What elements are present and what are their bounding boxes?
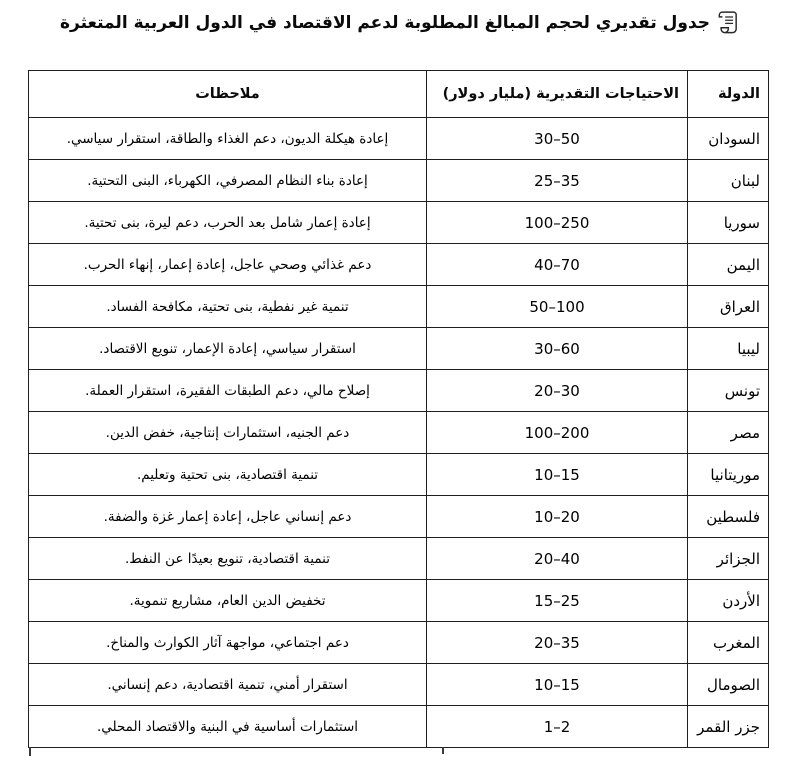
needs-range-value: 20–40 xyxy=(534,549,580,568)
notes-cell: استقرار أمني، تنمية اقتصادية، دعم إنساني. xyxy=(29,664,427,706)
needs-cell xyxy=(427,328,688,370)
country-cell: العراق xyxy=(688,286,769,328)
table-row xyxy=(29,328,769,370)
scroll-icon xyxy=(716,10,738,35)
notes-cell: إعادة بناء النظام المصرفي، الكهرباء، البنى التحتية. xyxy=(29,160,427,202)
needs-range-value: 15–25 xyxy=(534,591,580,610)
notes-cell: دعم إنساني عاجل، إعادة إعمار غزة والضفة. xyxy=(29,496,427,538)
needs-range-value: 40–70 xyxy=(534,255,580,274)
needs-cell xyxy=(427,286,688,328)
table-row xyxy=(29,496,769,538)
needs-table xyxy=(28,70,769,748)
table-row xyxy=(29,538,769,580)
needs-cell xyxy=(427,496,688,538)
notes-cell: دعم اجتماعي، مواجهة آثار الكوارث والمناخ. xyxy=(29,622,427,664)
needs-range-value: 25–35 xyxy=(534,171,580,190)
country-cell: جزر القمر xyxy=(688,706,769,748)
country-cell: مصر xyxy=(688,412,769,454)
notes-cell: إصلاح مالي، دعم الطبقات الفقيرة، استقرار العملة. xyxy=(29,370,427,412)
needs-cell xyxy=(427,160,688,202)
table-row xyxy=(29,370,769,412)
notes-cell: دعم غذائي وصحي عاجل، إعادة إعمار، إنهاء الحرب. xyxy=(29,244,427,286)
document-title: جدول تقديري لحجم المبالغ المطلوبة لدعم الاقتصاد في الدول العربية المتعثرة xyxy=(59,12,711,33)
table-header-row xyxy=(29,71,769,118)
country-cell: المغرب xyxy=(688,622,769,664)
needs-range-value: 20–35 xyxy=(534,633,580,652)
column-header-needs: الاحتياجات التقديرية (مليار دولار) xyxy=(427,71,688,118)
needs-cell xyxy=(427,370,688,412)
cutoff-row-border-left xyxy=(29,747,31,756)
needs-range-value: 20–30 xyxy=(534,381,580,400)
notes-cell: إعادة هيكلة الديون، دعم الغذاء والطاقة، استقرار سياسي. xyxy=(29,118,427,160)
table-row xyxy=(29,244,769,286)
country-cell: لبنان xyxy=(688,160,769,202)
needs-cell xyxy=(427,118,688,160)
table-row xyxy=(29,580,769,622)
country-cell: اليمن xyxy=(688,244,769,286)
needs-range-value: 50–100 xyxy=(529,297,585,316)
needs-cell xyxy=(427,538,688,580)
needs-cell xyxy=(427,580,688,622)
country-cell: سوريا xyxy=(688,202,769,244)
needs-range-value: 10–15 xyxy=(534,465,580,484)
notes-cell: إعادة إعمار شامل بعد الحرب، دعم ليرة، بنى تحتية. xyxy=(29,202,427,244)
notes-cell: تنمية اقتصادية، تنويع بعيدًا عن النفط. xyxy=(29,538,427,580)
needs-cell xyxy=(427,202,688,244)
notes-cell: استقرار سياسي، إعادة الإعمار، تنويع الاقتصاد. xyxy=(29,328,427,370)
country-cell: السودان xyxy=(688,118,769,160)
notes-cell: تنمية غير نفطية، بنى تحتية، مكافحة الفساد. xyxy=(29,286,427,328)
table-row xyxy=(29,202,769,244)
document-title-row xyxy=(0,10,798,35)
country-cell: موريتانيا xyxy=(688,454,769,496)
table-row xyxy=(29,664,769,706)
table-row xyxy=(29,160,769,202)
table-row xyxy=(29,706,769,748)
needs-range-value: 10–20 xyxy=(534,507,580,526)
cutoff-row-border-divider xyxy=(442,747,444,754)
needs-range-value: 10–15 xyxy=(534,675,580,694)
needs-range-value: 30–60 xyxy=(534,339,580,358)
needs-range-value: 100–200 xyxy=(524,423,590,442)
table-row xyxy=(29,454,769,496)
needs-range-value: 30–50 xyxy=(534,129,580,148)
needs-cell xyxy=(427,706,688,748)
needs-cell xyxy=(427,454,688,496)
notes-cell: دعم الجنيه، استثمارات إنتاجية، خفض الدين. xyxy=(29,412,427,454)
table-row xyxy=(29,286,769,328)
table-row xyxy=(29,622,769,664)
notes-cell: تخفيض الدين العام، مشاريع تنموية. xyxy=(29,580,427,622)
column-header-country: الدولة xyxy=(688,71,769,118)
country-cell: ليبيا xyxy=(688,328,769,370)
needs-cell xyxy=(427,664,688,706)
notes-cell: تنمية اقتصادية، بنى تحتية وتعليم. xyxy=(29,454,427,496)
needs-cell xyxy=(427,412,688,454)
country-cell: تونس xyxy=(688,370,769,412)
notes-cell: استثمارات أساسية في البنية والاقتصاد المحلي. xyxy=(29,706,427,748)
country-cell: فلسطين xyxy=(688,496,769,538)
country-cell: الأردن xyxy=(688,580,769,622)
country-cell: الصومال xyxy=(688,664,769,706)
needs-cell xyxy=(427,244,688,286)
table-row xyxy=(29,118,769,160)
needs-cell xyxy=(427,622,688,664)
needs-range-value: 1–2 xyxy=(543,717,571,736)
needs-range-value: 100–250 xyxy=(524,213,590,232)
table-body xyxy=(29,118,769,748)
column-header-notes: ملاحظات xyxy=(29,71,427,118)
country-cell: الجزائر xyxy=(688,538,769,580)
table-row xyxy=(29,412,769,454)
